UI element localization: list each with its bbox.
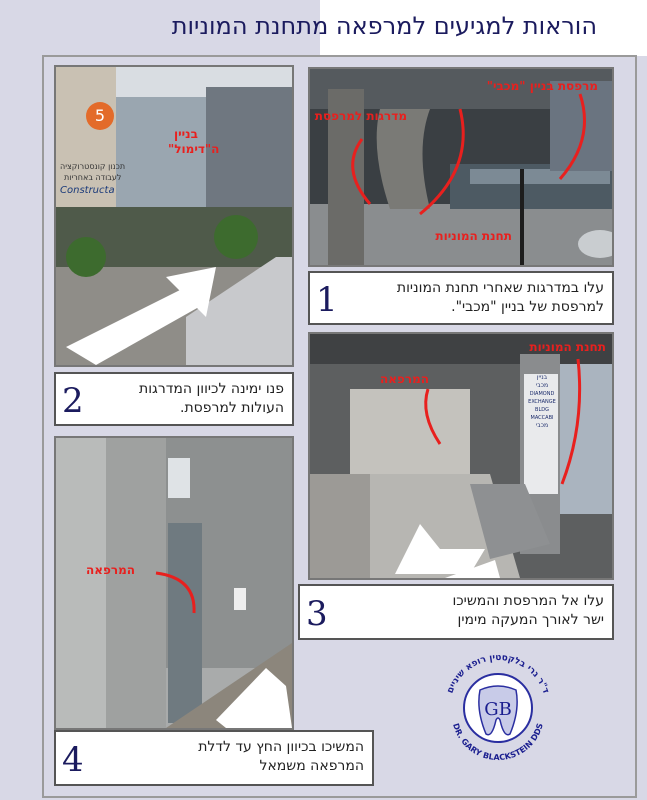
label-taxi-station: תחנת המוניות [529, 340, 606, 354]
logo-text-english: DR. GARY BLACKSTEIN DDS [451, 722, 545, 763]
step-2-number: 2 [62, 381, 84, 421]
label-building-name: ה"דימול" [168, 142, 220, 156]
sign-line: בניין [536, 374, 548, 381]
step-2-line-2: העולות למרפסת. [180, 400, 284, 416]
sign-brand: Constructa [60, 185, 115, 196]
step-3-line-2: ישר לאורך המעקה מימין [457, 612, 604, 628]
photo-dimol-building [54, 65, 294, 367]
logo-text-hebrew: ד"ר גרי בלקסטין רופא שיניים [445, 652, 551, 695]
step-4-caption [54, 730, 374, 786]
building-sign [526, 374, 558, 430]
logo-monogram: GB [484, 699, 512, 720]
step-4-number: 4 [62, 740, 84, 780]
step-1-number: 1 [316, 280, 338, 320]
label-clinic: המרפאה [86, 563, 136, 577]
sign-line: DIAMOND [529, 391, 555, 397]
step-3-number: 3 [306, 594, 328, 634]
label-building: בניין [174, 127, 198, 141]
photo-entrance-drawing [56, 438, 292, 728]
clinic-logo [438, 648, 558, 768]
step-3-caption [298, 584, 614, 640]
step-4-line-2: המרפאה משמאל [259, 758, 364, 774]
label-balcony: מרפסת בניין "מכבי" [486, 79, 598, 93]
sign-text-2: לעבודה באחריות [64, 173, 122, 182]
sign-line: מכבי [535, 382, 549, 389]
label-taxi-station: תחנת המוניות [435, 229, 512, 243]
sign-line: MACCABI [530, 415, 554, 421]
sign-line: BLDG [535, 407, 549, 413]
step-2-caption [54, 372, 294, 426]
photo-taxi-station [308, 67, 614, 267]
photo-stairs-drawing [310, 334, 612, 578]
step-1-line-1: עלו במדרגות שאחרי תחנת המוניות [396, 280, 604, 296]
step-4-line-1: המשיכו בכיוון החץ עד לדלת [198, 739, 364, 755]
page-title: הוראות למגיעים למרפאה מתחנת המוניות [171, 12, 597, 40]
sign-text-1: תכנון קונסטרוקציה [60, 162, 126, 171]
sign-line: מכבי [535, 422, 549, 429]
photo-stairs [308, 332, 614, 580]
step-1-caption [308, 271, 614, 325]
step-1-line-2: למרפסת של בניין "מכבי". [451, 299, 604, 315]
label-stairs: מדרגות למרפסת [314, 109, 407, 123]
sign-line: EXCHANGE [528, 399, 556, 405]
step-2-line-1: פנו ימינה לכיוון המדרגות [139, 381, 284, 397]
label-clinic: המרפאה [380, 372, 430, 386]
photo-clinic-entrance [54, 436, 294, 730]
sign-number: 5 [86, 102, 114, 130]
step-3-line-1: עלו אל המרפסת והמשיכו [452, 593, 604, 609]
